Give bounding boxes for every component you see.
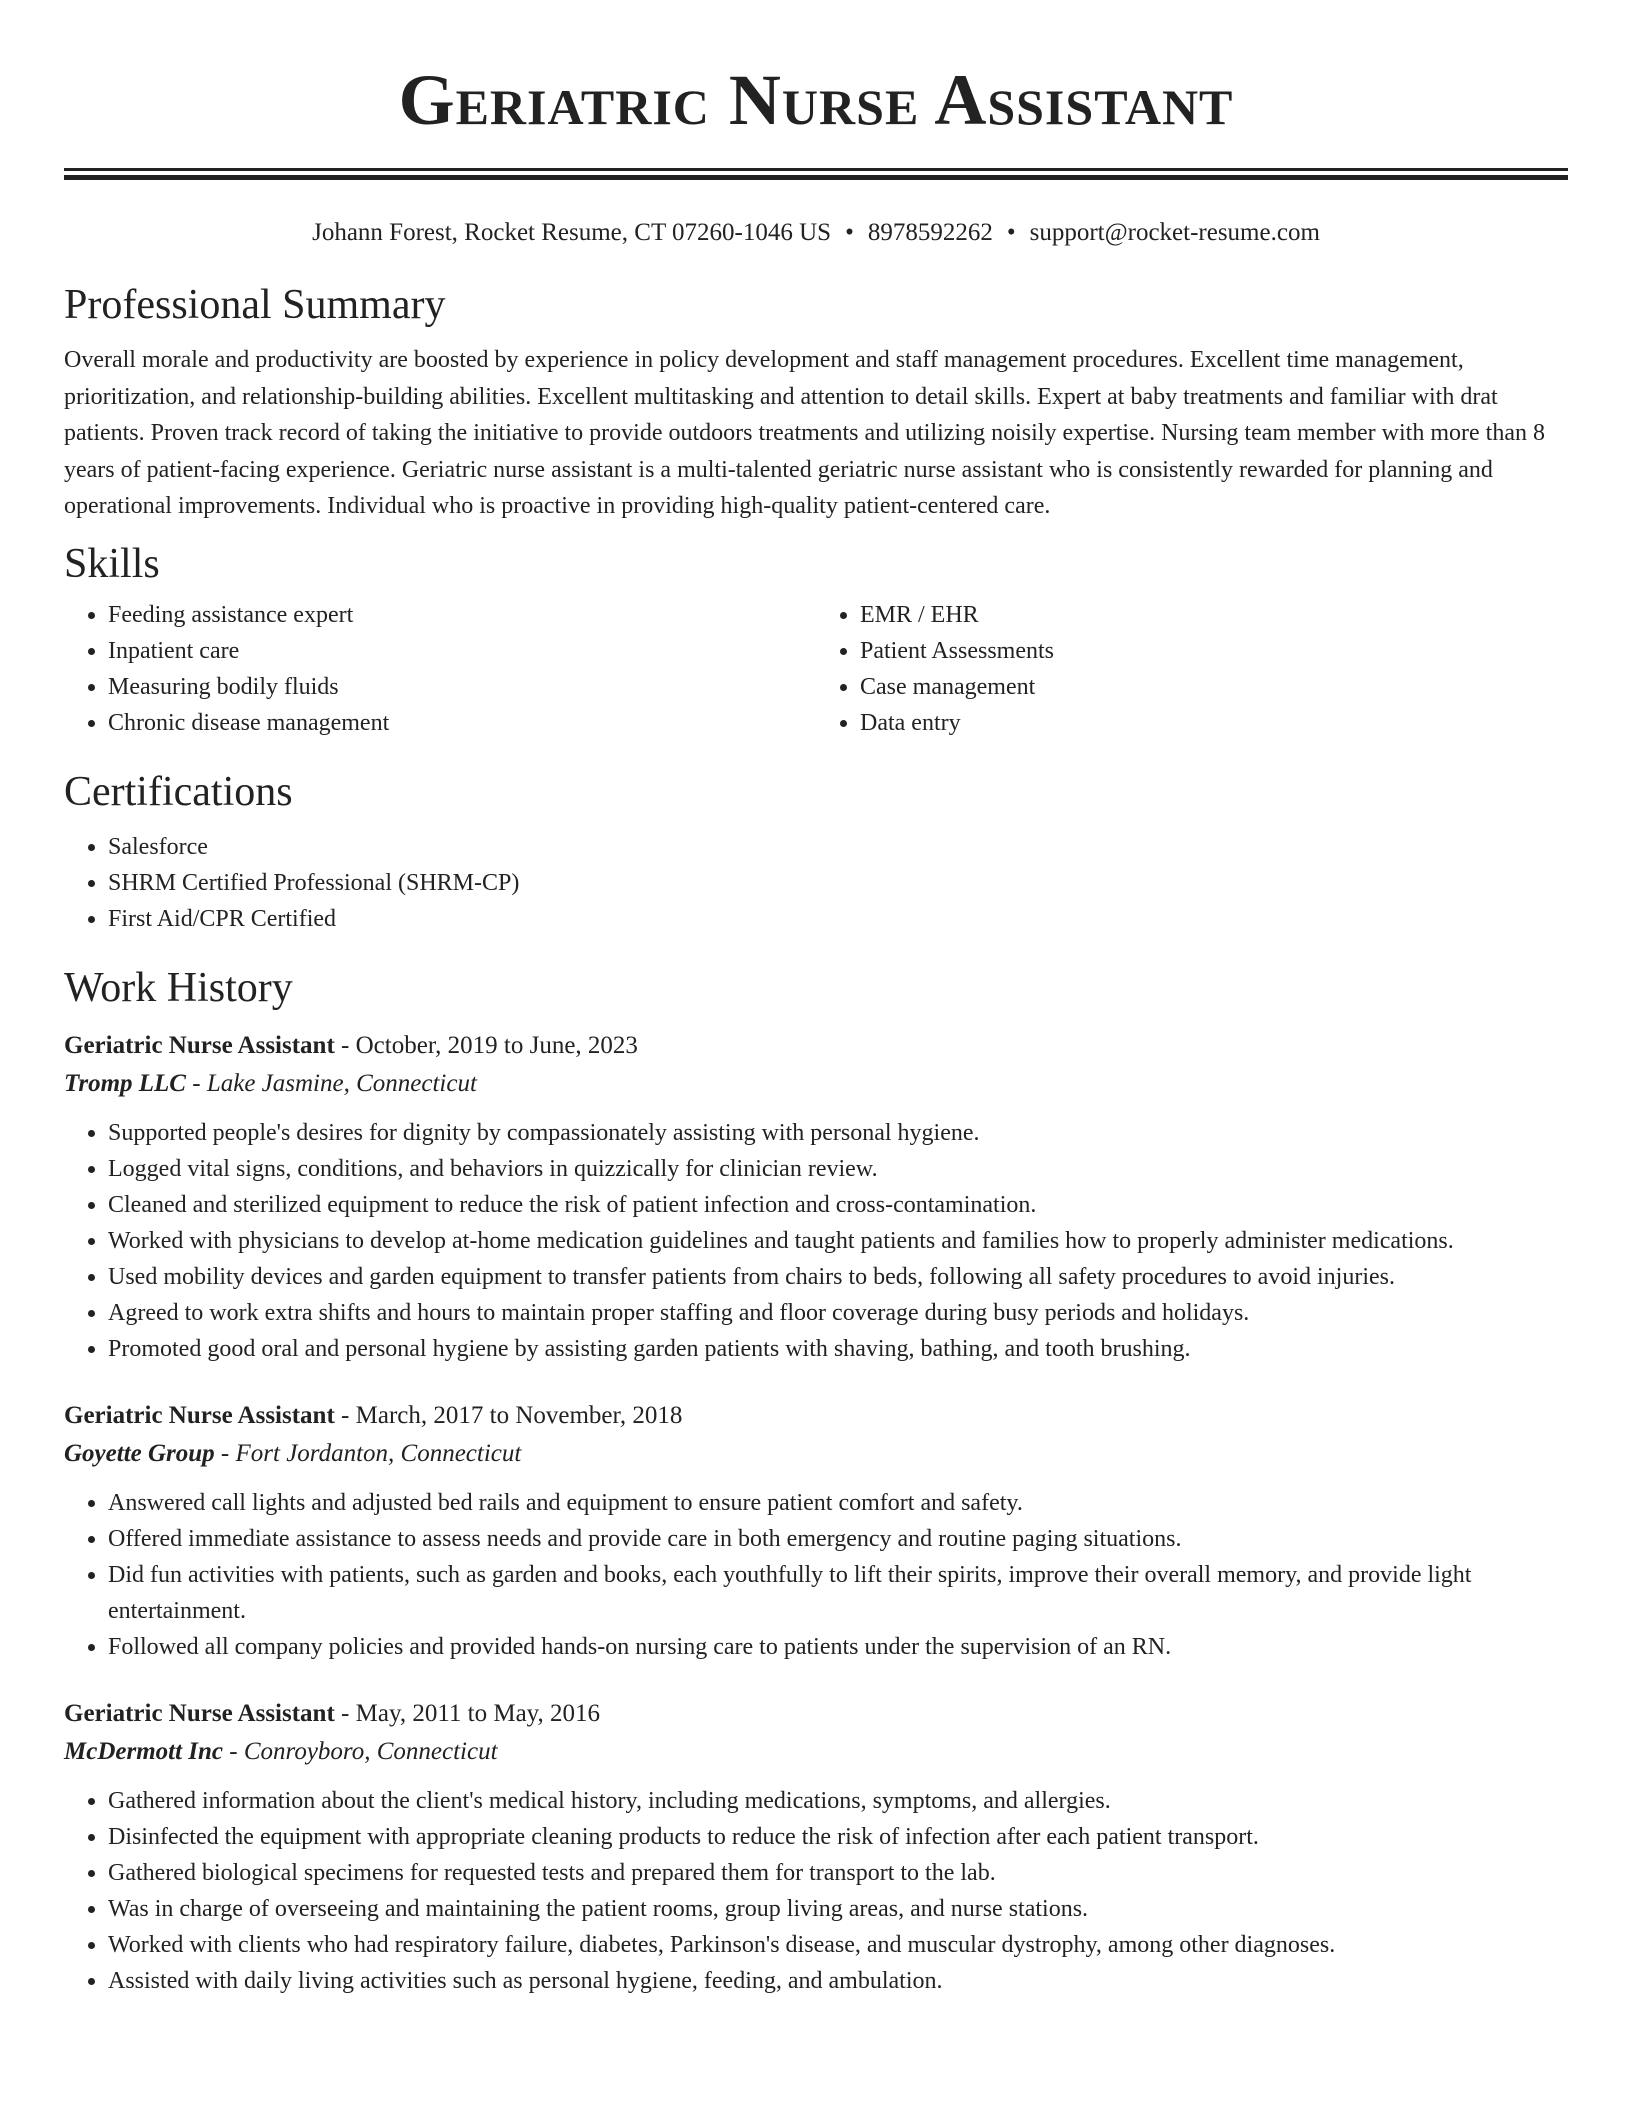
contact-address: Johann Forest, Rocket Resume, CT 07260-1046 US bbox=[312, 219, 832, 246]
job-bullet: • Used mobility devices and garden equipment to transfer patients from chairs to beds, following all safety procedures to avoid injuries. bbox=[108, 1259, 1568, 1295]
job-bullet: • Answered call lights and adjusted bed rails and equipment to ensure patient comfort and safety. bbox=[108, 1485, 1568, 1521]
job-header: Geriatric Nurse Assistant - October, 2019 to June, 2023 bbox=[64, 1031, 638, 1059]
job-location: Fort Jordanton, Connecticut bbox=[235, 1439, 522, 1467]
contact-line bbox=[64, 216, 1568, 250]
job-employer: Tromp LLC - Lake Jasmine, Connecticut bbox=[64, 1069, 477, 1097]
contact-separator: • bbox=[1006, 219, 1016, 246]
job-entry bbox=[64, 1027, 1568, 1367]
job-bullet: • Cleaned and sterilized equipment to reduce the risk of patient infection and cross-contamination. bbox=[108, 1187, 1568, 1223]
skills-list-left bbox=[64, 597, 816, 741]
resume-title: Geriatric Nurse Assistant bbox=[398, 60, 1234, 140]
skills-heading: Skills bbox=[64, 540, 160, 587]
job-bullets bbox=[64, 1783, 1568, 1999]
job-company: Goyette Group bbox=[64, 1439, 215, 1467]
job-dates: October, 2019 to June, 2023 bbox=[355, 1031, 638, 1059]
job-bullet: • Promoted good oral and personal hygiene by assisting garden patients with shaving, bathing, and tooth brushing. bbox=[108, 1331, 1568, 1367]
certifications-list bbox=[64, 829, 1568, 937]
work-history-heading: Work History bbox=[64, 964, 293, 1011]
job-role: Geriatric Nurse Assistant bbox=[64, 1401, 335, 1429]
job-entry bbox=[64, 1695, 1568, 1999]
job-employer: Goyette Group - Fort Jordanton, Connecticut bbox=[64, 1439, 522, 1467]
job-role: Geriatric Nurse Assistant bbox=[64, 1699, 335, 1727]
job-bullet: • Gathered biological specimens for requested tests and prepared them for transport to the lab. bbox=[108, 1855, 1568, 1891]
job-location: Lake Jasmine, Connecticut bbox=[206, 1069, 477, 1097]
job-bullet: • Was in charge of overseeing and maintaining the patient rooms, group living areas, and nurse stations. bbox=[108, 1891, 1568, 1927]
resume-page bbox=[64, 0, 1568, 2029]
certification-item: • First Aid/CPR Certified bbox=[108, 901, 1568, 937]
job-header: Geriatric Nurse Assistant - May, 2011 to May, 2016 bbox=[64, 1699, 601, 1727]
job-bullet: • Worked with physicians to develop at-home medication guidelines and taught patients and families how to properly administer medications. bbox=[108, 1223, 1568, 1259]
skill-item: • Data entry bbox=[860, 705, 1568, 741]
job-bullet: • Logged vital signs, conditions, and behaviors in quizzically for clinician review. bbox=[108, 1151, 1568, 1187]
contact-phone: 8978592262 bbox=[867, 219, 993, 246]
skill-item: • Measuring bodily fluids bbox=[108, 669, 816, 705]
job-bullets bbox=[64, 1115, 1568, 1367]
summary-heading: Professional Summary bbox=[64, 282, 446, 328]
job-bullet: • Offered immediate assistance to assess needs and provide care in both emergency and routine paging situations. bbox=[108, 1521, 1568, 1557]
job-bullet: • Agreed to work extra shifts and hours to maintain proper staffing and floor coverage during busy periods and holidays. bbox=[108, 1295, 1568, 1331]
job-location: Conroyboro, Connecticut bbox=[243, 1737, 498, 1765]
skill-item: • Chronic disease management bbox=[108, 705, 816, 741]
job-header: Geriatric Nurse Assistant - March, 2017 to November, 2018 bbox=[64, 1401, 683, 1429]
job-bullet: • Worked with clients who had respiratory failure, diabetes, Parkinson's disease, and muscular dystrophy, among other diagnoses. bbox=[108, 1927, 1568, 1963]
title-divider bbox=[64, 168, 1568, 180]
job-dates: March, 2017 to November, 2018 bbox=[355, 1401, 683, 1429]
certification-item: • SHRM Certified Professional (SHRM-CP) bbox=[108, 865, 1568, 901]
job-role: Geriatric Nurse Assistant bbox=[64, 1031, 335, 1059]
contact-separator: • bbox=[845, 219, 854, 246]
job-bullet: • Gathered information about the client's medical history, including medications, symptoms, and allergies. bbox=[108, 1783, 1568, 1819]
job-bullet: • Supported people's desires for dignity by compassionately assisting with personal hygiene. bbox=[108, 1115, 1568, 1151]
skill-item: • Patient Assessments bbox=[860, 633, 1568, 669]
skills-columns bbox=[64, 597, 1568, 741]
skills-list-right bbox=[816, 597, 1568, 741]
job-dates: May, 2011 to May, 2016 bbox=[355, 1699, 601, 1727]
job-employer: McDermott Inc - Conroyboro, Connecticut bbox=[64, 1737, 498, 1765]
skill-item: • Case management bbox=[860, 669, 1568, 705]
job-bullet: • Disinfected the equipment with appropriate cleaning products to reduce the risk of infection after each patient transport. bbox=[108, 1819, 1568, 1855]
job-entry bbox=[64, 1397, 1568, 1665]
job-bullet: • Followed all company policies and provided hands-on nursing care to patients under the supervision of an RN. bbox=[108, 1629, 1568, 1665]
skill-item: • EMR / EHR bbox=[860, 597, 1568, 633]
job-bullets bbox=[64, 1485, 1568, 1665]
certification-item: • Salesforce bbox=[108, 829, 1568, 865]
job-bullet: • Did fun activities with patients, such as garden and books, each youthfully to lift their spirits, improve their overall memory, and provide light entertainment. bbox=[108, 1557, 1568, 1629]
certifications-heading: Certifications bbox=[64, 768, 293, 815]
summary-text: Overall morale and productivity are boosted by experience in policy development and staff management procedures. Excellent time management, prioritization, and relationship-building abilities. Excellent multitasking and attention to detail skills. Expert at baby treatments and familiar with drat patients. Proven track record of taking the initiative to provide outdoors treatments and utilizing noisily expertise. Nursing team member with more than 8 years of patient-facing experience. Geriatric nurse assistant is a multi-talented geriatric nurse assistant who is consistently rewarded for planning and operational improvements. Individual who is proactive in providing high-quality patient-centered care. bbox=[64, 347, 1545, 519]
job-bullet: • Assisted with daily living activities such as personal hygiene, feeding, and ambulation. bbox=[108, 1963, 1568, 1999]
skill-item: • Inpatient care bbox=[108, 633, 816, 669]
contact-email: support@rocket-resume.com bbox=[1029, 219, 1320, 246]
work-history bbox=[64, 1027, 1568, 1999]
job-company: McDermott Inc bbox=[64, 1737, 224, 1765]
job-company: Tromp LLC bbox=[64, 1069, 186, 1097]
skill-item: • Feeding assistance expert bbox=[108, 597, 816, 633]
